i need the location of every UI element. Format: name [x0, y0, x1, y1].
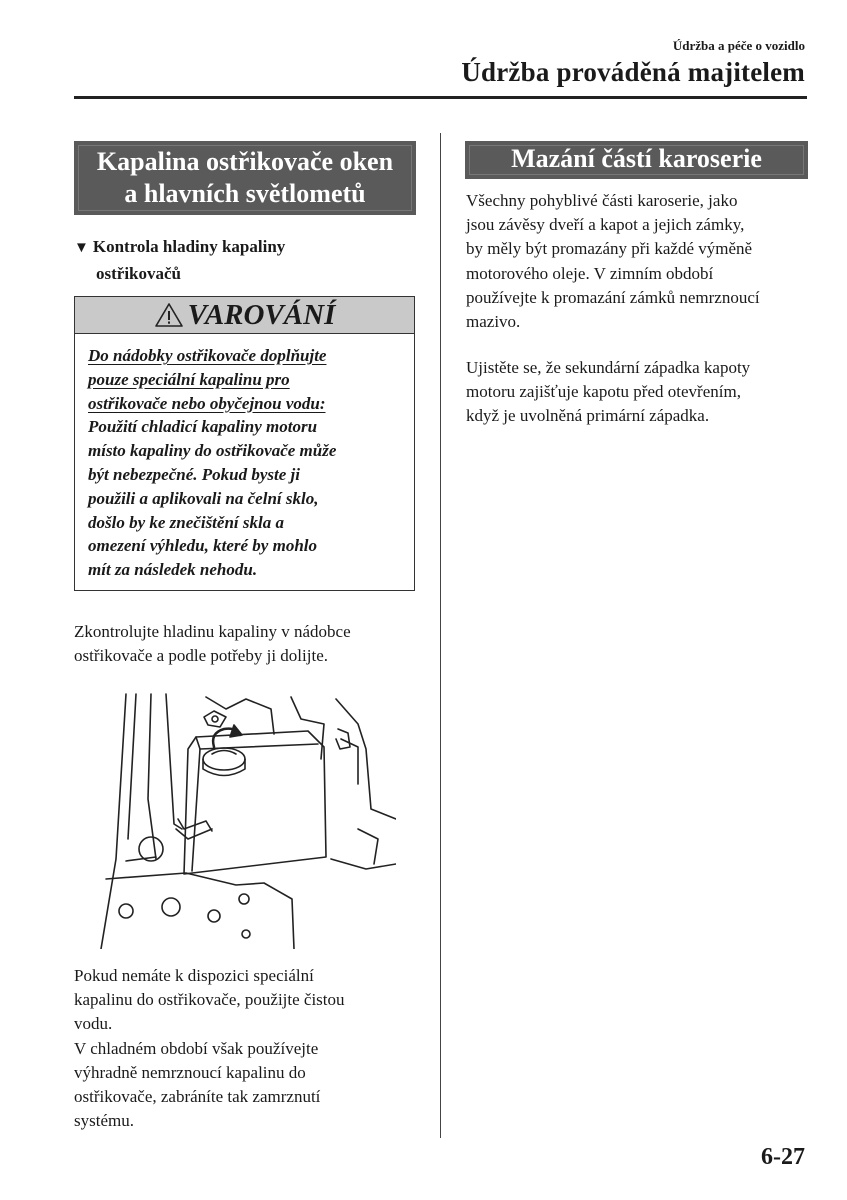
warning-line: použili a aplikovali na čelní sklo,: [88, 488, 319, 508]
section-title-washer-fluid: [74, 141, 416, 215]
warning-line: Použití chladicí kapaliny motoru: [88, 417, 318, 437]
text-line: kapalinu do ostřikovače, použijte čistou: [74, 990, 345, 1010]
paragraph-hood-latch: [466, 356, 811, 429]
header-rule: [74, 96, 807, 99]
warning-title: VAROVÁNÍ: [187, 298, 336, 331]
warning-line: došlo by ke znečištění skla a: [88, 512, 284, 532]
warning-line: mít za následek nehodu.: [88, 560, 258, 580]
text-line: vodu.: [74, 1014, 113, 1034]
text-line: V chladném období však používejte: [74, 1038, 319, 1058]
text-line: Všechny pohyblivé části karoserie, jako: [466, 191, 738, 210]
warning-line: omezení výhledu, které by mohlo: [88, 536, 318, 556]
text-line: ostřikovače, zabráníte tak zamrznutí: [74, 1087, 321, 1107]
section-title-body-lubrication: Mazání částí karoserie: [465, 141, 808, 179]
warning-line: Do nádobky ostřikovače doplňujte: [88, 346, 327, 365]
text-line: motoru zajišťuje kapotu před otevřením,: [466, 382, 741, 402]
page-title: Údržba prováděná majitelem: [461, 57, 805, 87]
paragraph-lubrication: [466, 189, 811, 334]
chapter-header: Údržba a péče o vozidlo: [672, 38, 805, 53]
text-line: ostřikovače a podle potřeby ji dolijte.: [74, 646, 328, 666]
subheading-line: ostřikovačů: [96, 264, 181, 283]
paragraph-check-level: [74, 620, 424, 668]
warning-box: [74, 296, 415, 591]
text-line: výhradně nemrznoucí kapalinu do: [74, 1062, 306, 1082]
text-line: mazivo.: [466, 312, 521, 332]
text-line: systému.: [74, 1111, 134, 1131]
washer-reservoir-illustration: [96, 689, 396, 949]
text-line: Ujistěte se, že sekundární západka kapoty: [466, 358, 751, 377]
subheading-line: Kontrola hladiny kapaliny: [92, 237, 286, 256]
text-line: když je uvolněná primární západka.: [466, 406, 710, 426]
text-line: motorového oleje. V zimním období: [466, 263, 714, 283]
warning-line: místo kapaliny do ostřikovače může: [88, 441, 337, 461]
text-line: používejte k promazání zámků nemrznoucí: [466, 287, 760, 307]
warning-body: [75, 334, 414, 582]
paragraph-water-antifreeze: [74, 964, 424, 1133]
subheading-fluid-level-check: [74, 234, 414, 286]
text-line: by měly být promazány při každé výměně: [466, 239, 753, 259]
warning-header: [75, 297, 414, 334]
warning-triangle-icon: [154, 302, 184, 328]
triangle-down-icon: ▼: [74, 240, 89, 256]
text-line: Zkontrolujte hladinu kapaliny v nádobce: [74, 622, 351, 641]
text-line: jsou závěsy dveří a kapot a jejich zámky,: [466, 215, 745, 235]
column-divider: [440, 133, 441, 1138]
section-title-line: a hlavních světlometů: [124, 179, 366, 208]
page-number: 6-27: [761, 1144, 805, 1170]
text-line: Pokud nemáte k dispozici speciální: [74, 966, 314, 985]
section-title-line: Kapalina ostřikovače oken: [96, 147, 394, 176]
warning-line: být nebezpečné. Pokud byste ji: [88, 464, 300, 484]
warning-line: pouze speciální kapalinu pro: [88, 369, 290, 389]
warning-line: ostřikovače nebo obyčejnou vodu:: [88, 393, 326, 413]
